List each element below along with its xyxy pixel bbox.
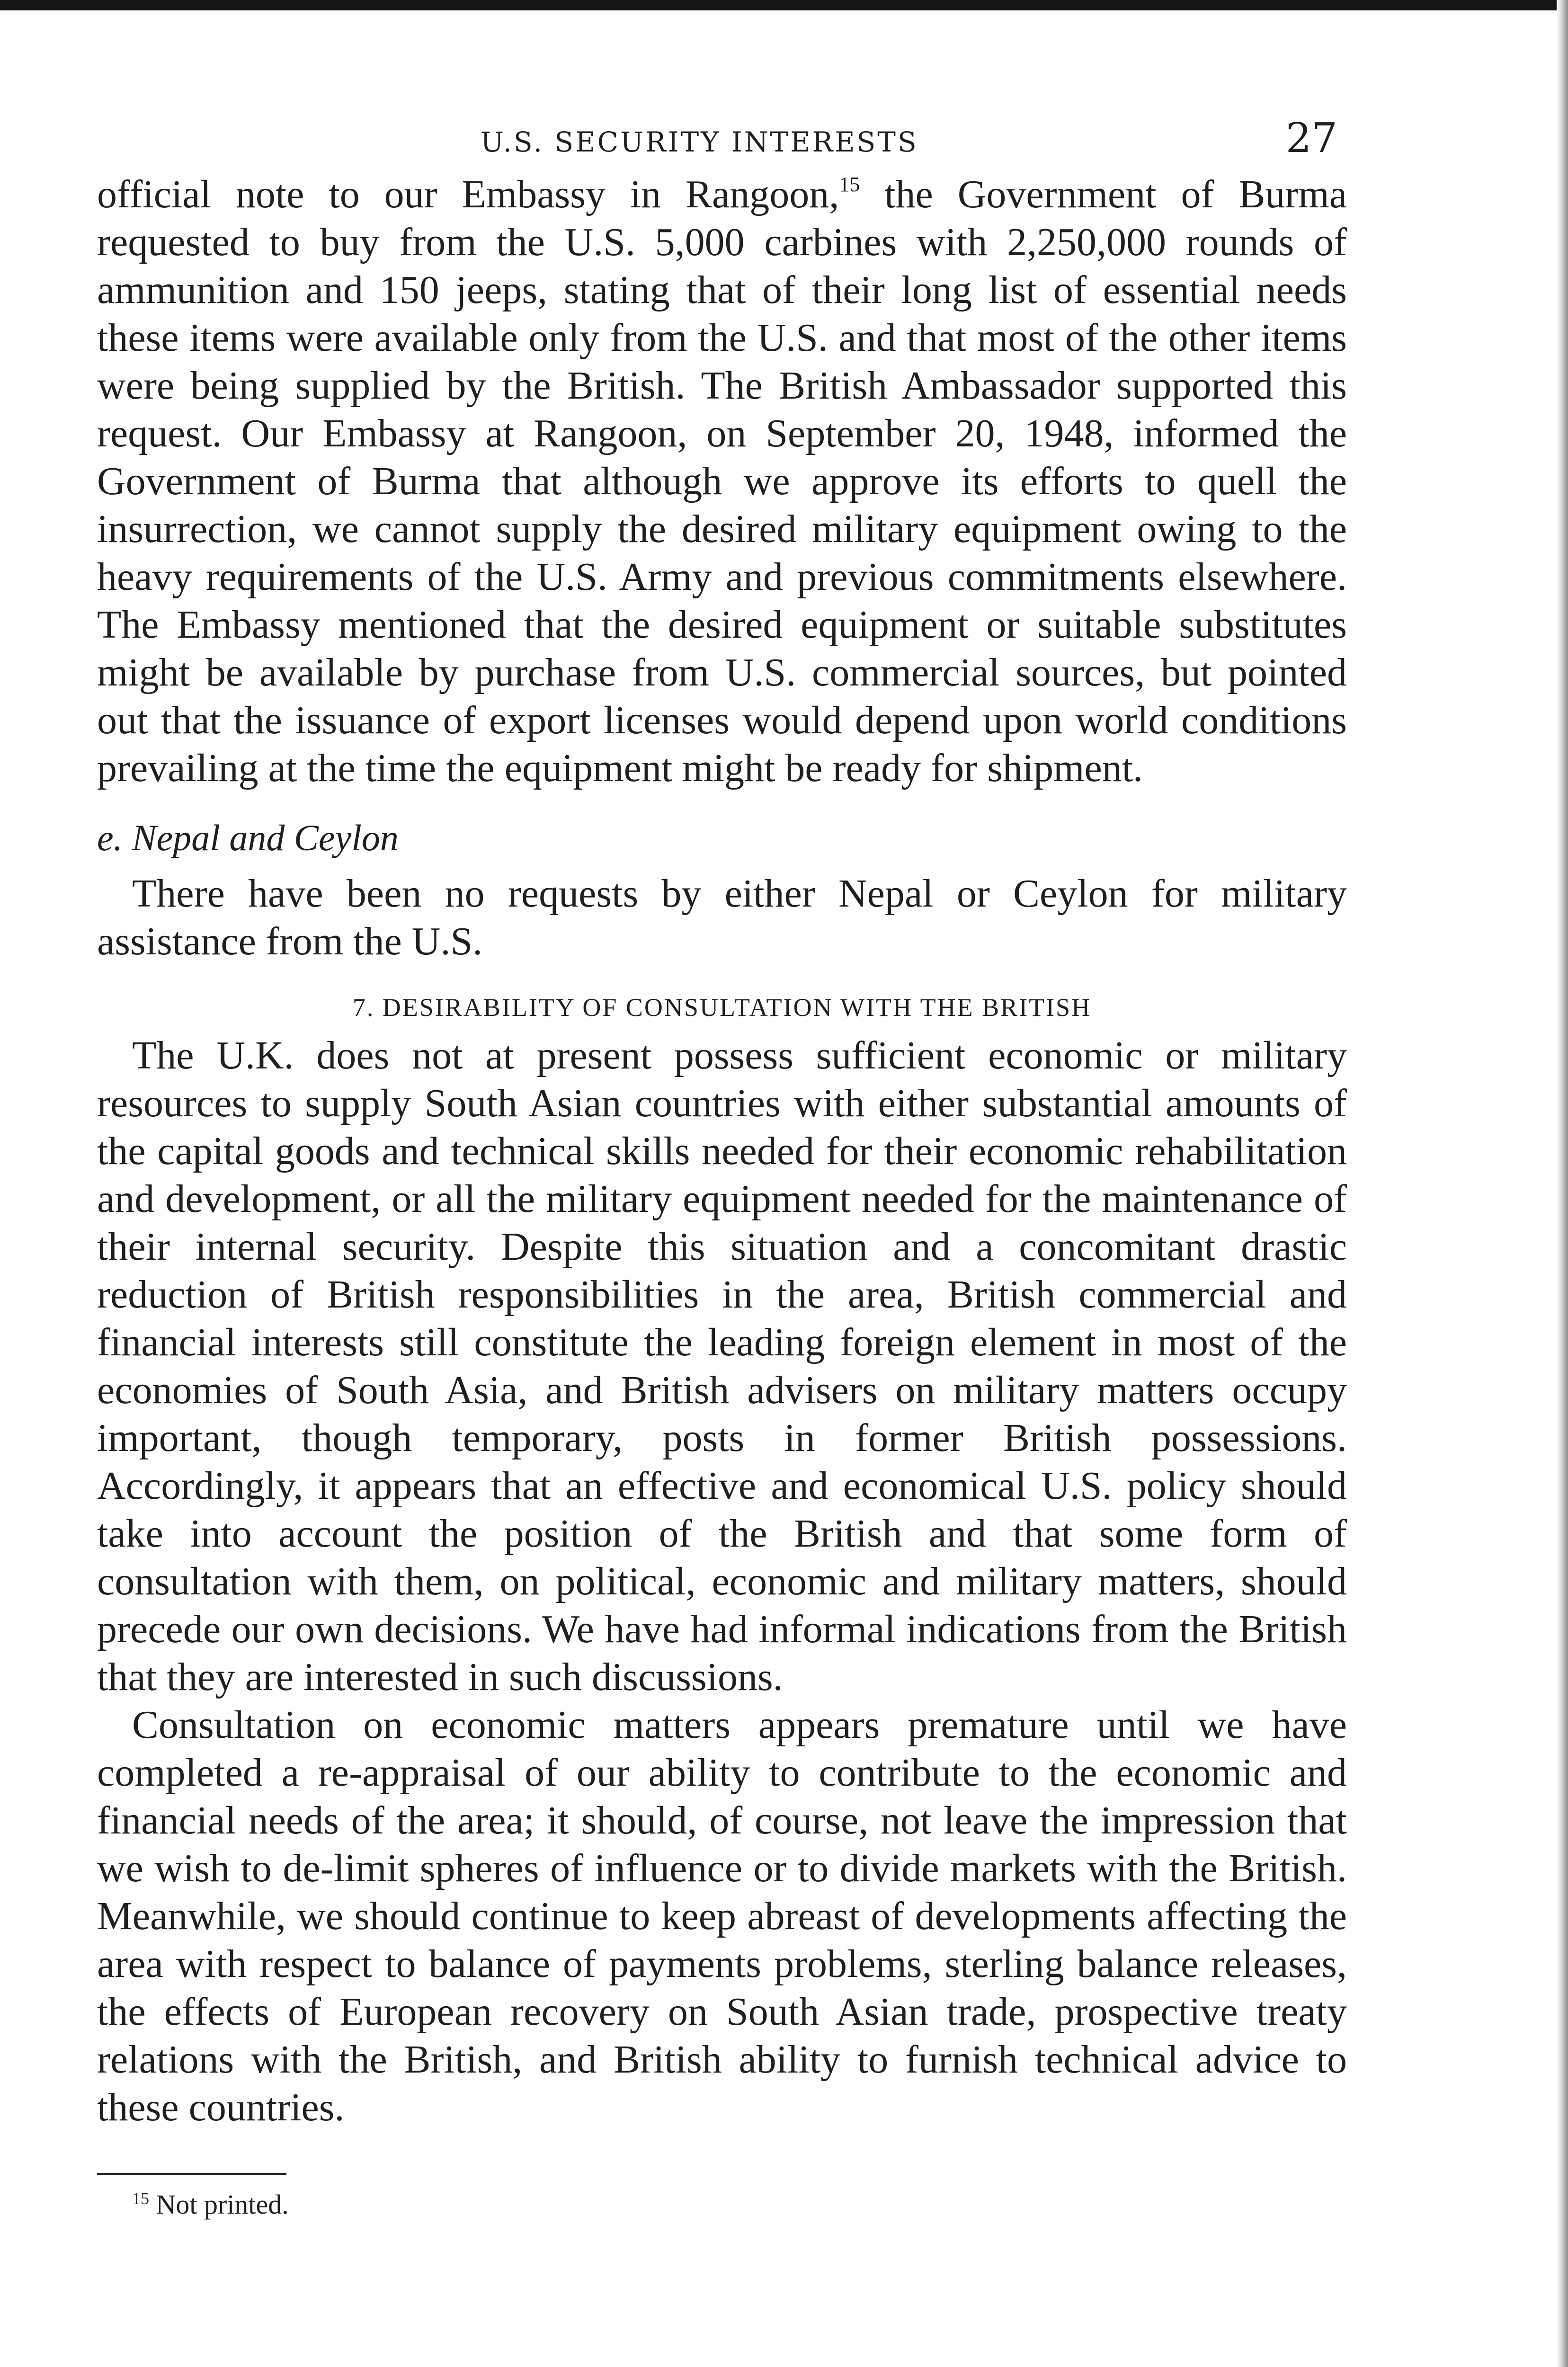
- paragraph-text: official note to our Embassy in Rangoon,: [97, 172, 839, 216]
- top-border-rule: [0, 0, 1568, 10]
- footnote-mark: 15: [132, 2189, 149, 2208]
- subheading-nepal-ceylon: e. Nepal and Ceylon: [97, 817, 399, 858]
- footnote: [132, 2189, 1347, 2220]
- paragraph-economic-consultation: Consultation on economic matters appears premature until we have completed a re-appraisal of our ability to contribute to the economic and financial needs of the area; it should, of course, not leave the impression that we wish to de-limit spheres of influence or to divide markets with the British. Meanwhile, we should continue to keep abreast of developments affecting the area with respect to balance of payments problems, sterling balance releases, the effects of European recovery on South Asian trade, prospective treaty relations with the British, and British ability to furnish technical advice to these countries.: [97, 1703, 1347, 2129]
- running-title: U.S. SECURITY INTERESTS: [481, 126, 918, 158]
- paragraph-burma-request: [97, 170, 1347, 792]
- section-heading-consultation: 7. DESIRABILITY OF CONSULTATION WITH THE BRITISH: [352, 993, 1092, 1022]
- paragraph-uk-resources: The U.K. does not at present possess sufficient economic or military resources to supply South Asian countries with either substantial amounts of the capital goods and technical skills needed for their economic rehabilitation and development, or all the military equipment needed for the maintenance of their internal security. Despite this situation and a concomitant drastic reduction of British responsibilities in the area, British commercial and financial interests still constitute the leading foreign element in most of the economies of South Asia, and British advisers on military matters occupy important, though temporary, posts in former British possessions. Accordingly, it appears that an effective and economical U.S. policy should take into account the position of the British and that some form of consultation with them, on political, economic and military matters, should precede our own decisions. We have had informal indications from the British that they are interested in such discussions.: [97, 1033, 1347, 1699]
- paragraph-nepal-ceylon: There have been no requests by either Nepal or Ceylon for military assistance from the U.S.: [97, 872, 1347, 963]
- page-edge-shadow: [1557, 0, 1568, 2367]
- page-number: 27: [1285, 115, 1337, 162]
- footnote-divider: [97, 2173, 286, 2175]
- running-header: [97, 109, 1347, 170]
- document-page: [97, 109, 1347, 2220]
- footnote-text: Not printed.: [149, 2189, 289, 2220]
- paragraph-text: the Government of Burma requested to buy from the U.S. 5,000 carbines with 2,250,000 rounds of ammunition and 150 jeeps, stating that of their long list of essential needs these items were available only from the U.S. and that most of the other items were being supplied by the British. The British Ambassador supported this request. Our Embassy at Rangoon, on September 20, 1948, informed the Government of Burma that although we approve its efforts to quell the insurrection, we cannot supply the desired military equipment owing to the heavy requirements of the U.S. Army and previous commitments elsewhere. The Embassy mentioned that the desired equipment or suitable substitutes might be available by purchase from U.S. commercial sources, but pointed out that the issuance of export licenses would depend upon world conditions prevailing at the time the equipment might be ready for shipment.: [97, 172, 1347, 790]
- footnote-reference: 15: [839, 173, 860, 196]
